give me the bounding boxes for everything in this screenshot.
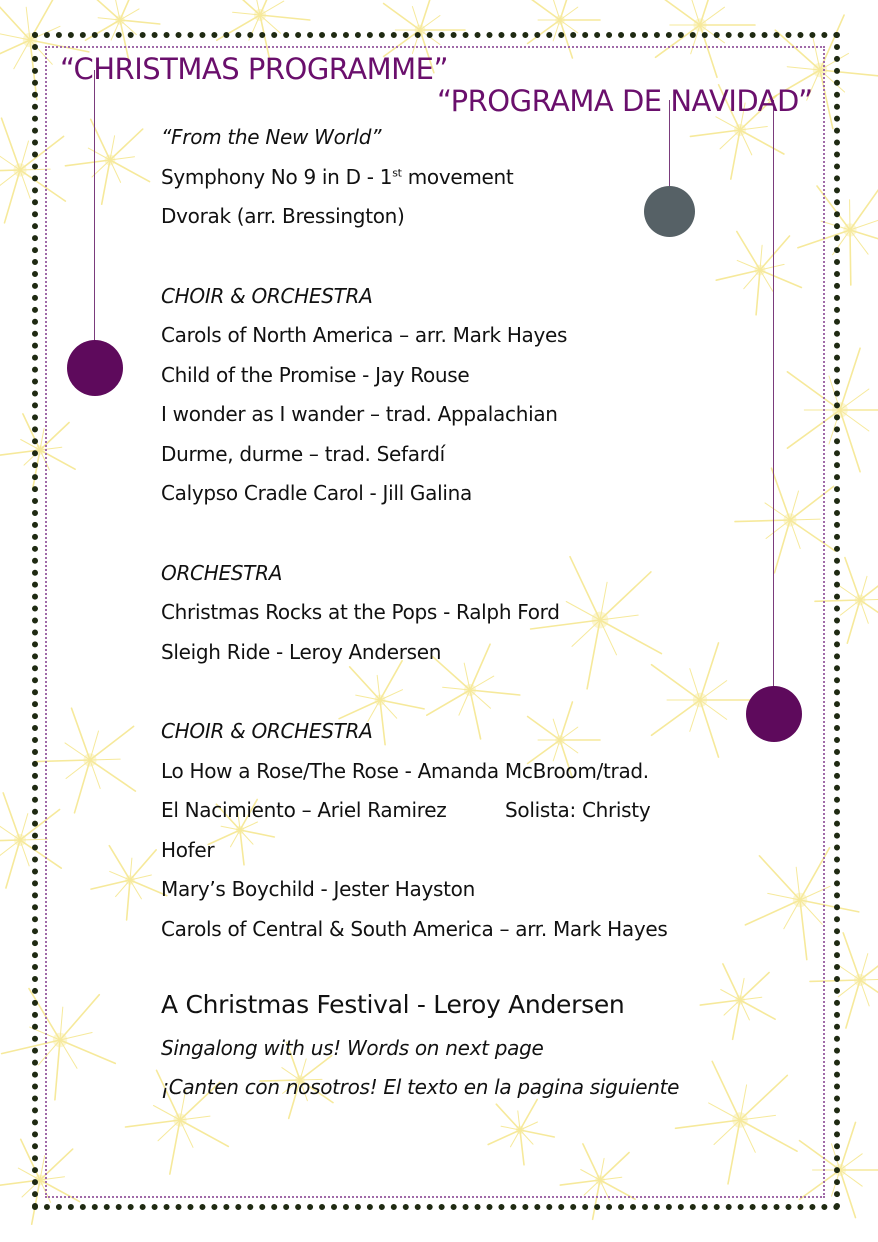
program-item: I wonder as I wander – trad. Appalachian — [161, 402, 558, 426]
symphony-line — [161, 165, 513, 189]
symphony-ordinal: st — [392, 166, 402, 180]
program-item: Calypso Cradle Carol - Jill Galina — [161, 481, 472, 505]
section-heading-choir-orchestra-1: CHOIR & ORCHESTRA — [161, 284, 373, 308]
title-spanish: “PROGRAMA DE NAVIDAD” — [437, 84, 813, 118]
program-item: Child of the Promise - Jay Rouse — [161, 363, 470, 387]
ornament-ball-right — [746, 686, 802, 742]
program-item: Mary’s Boychild - Jester Hayston — [161, 877, 475, 901]
section-heading-choir-orchestra-2: CHOIR & ORCHESTRA — [161, 719, 373, 743]
program-item: Christmas Rocks at the Pops - Ralph Ford — [161, 600, 560, 624]
program-item: Durme, durme – trad. Sefardí — [161, 442, 445, 466]
program-item: Sleigh Ride - Leroy Andersen — [161, 640, 442, 664]
singalong-note-english: Singalong with us! Words on next page — [161, 1036, 544, 1060]
ornament-ball-middle — [644, 186, 695, 237]
subtitle-new-world: “From the New World” — [161, 125, 382, 149]
singalong-note-spanish: ¡Canten con nosotros! El texto en la pagina siguiente — [161, 1075, 680, 1099]
program-item: Carols of North America – arr. Mark Hayes — [161, 323, 568, 347]
ornament-string-right — [773, 100, 774, 692]
section-heading-orchestra: ORCHESTRA — [161, 561, 283, 585]
program-item: Lo How a Rose/The Rose - Amanda McBroom/trad. — [161, 759, 649, 783]
program-item: El Nacimiento – Ariel Ramirez — [161, 798, 447, 822]
ornament-string-left — [94, 70, 95, 350]
soloist-label: Solista: Christy — [505, 798, 651, 822]
symphony-movement: movement — [401, 165, 514, 189]
finale-title: A Christmas Festival - Leroy Andersen — [161, 990, 625, 1019]
symphony-title: Symphony No 9 in D - 1 — [161, 165, 393, 189]
symphony-composer: Dvorak (arr. Bressington) — [161, 204, 405, 228]
title-english: “CHRISTMAS PROGRAMME” — [60, 52, 448, 86]
program-item: Carols of Central & South America – arr. Mark Hayes — [161, 917, 668, 941]
ornament-ball-left — [67, 340, 123, 396]
soloist-surname: Hofer — [161, 838, 215, 862]
